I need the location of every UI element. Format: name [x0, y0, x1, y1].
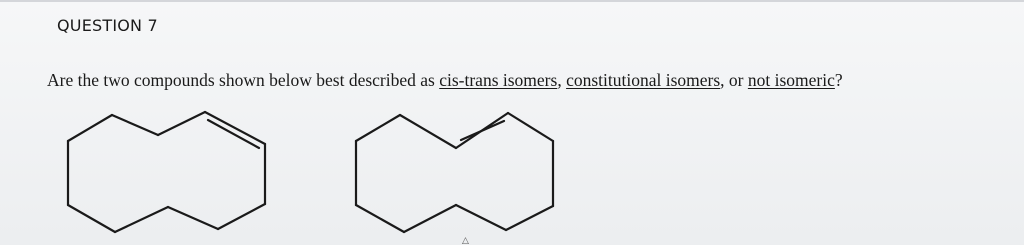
bond [506, 206, 553, 230]
double-bond-inner [461, 121, 504, 140]
option-cis-trans-isomers[interactable]: cis-trans isomers [439, 70, 558, 90]
question-prompt [47, 70, 843, 91]
compound-2-svg [348, 108, 563, 238]
prompt-prefix: Are the two compounds shown below best described as [47, 70, 440, 90]
compound-1-svg [60, 108, 275, 238]
mouse-cursor-icon: △ [462, 236, 469, 245]
option-not-isomeric[interactable]: not isomeric [747, 70, 835, 90]
bond [508, 113, 553, 141]
bond [404, 205, 456, 232]
bond [456, 205, 506, 230]
double-bond-inner [208, 120, 259, 148]
compound-1-structure [60, 108, 275, 243]
bond [68, 205, 115, 232]
compound-2-structure [348, 108, 563, 243]
double-bond-outer [205, 112, 265, 144]
bond [400, 115, 456, 148]
prompt-suffix: ? [834, 70, 843, 90]
bond [158, 112, 205, 135]
top-divider [0, 0, 1024, 2]
separator-1: , [557, 70, 567, 90]
bond [112, 115, 158, 135]
bond [115, 207, 168, 232]
bond [168, 207, 218, 229]
bond [218, 204, 265, 229]
option-constitutional-isomers[interactable]: constitutional isomers [566, 70, 721, 90]
question-title: QUESTION 7 [57, 16, 158, 35]
separator-2: , or [720, 70, 748, 90]
bond [68, 115, 112, 141]
bond [356, 205, 404, 232]
bond [356, 115, 400, 141]
